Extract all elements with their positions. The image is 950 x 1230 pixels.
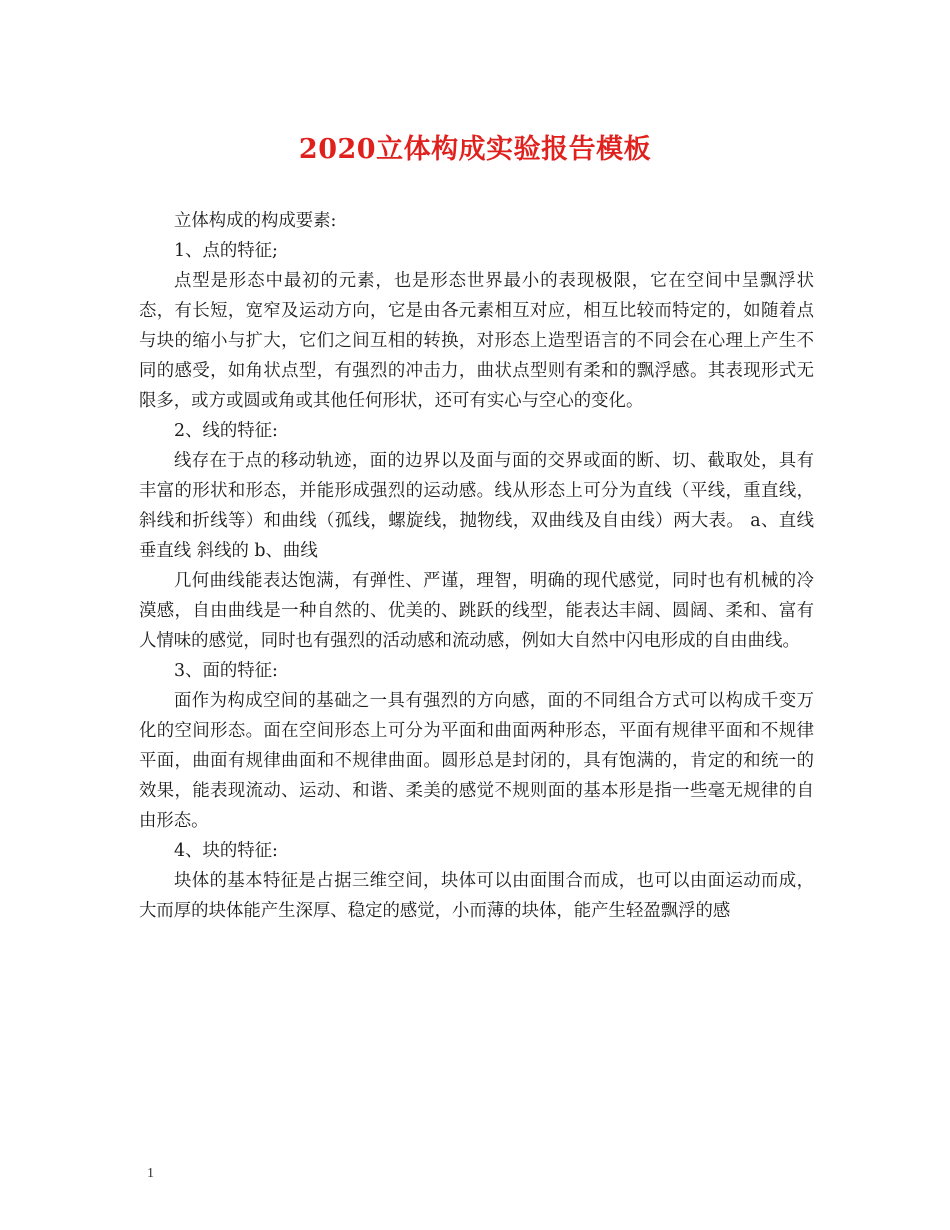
paragraph-plane: 面作为构成空间的基础之一具有强烈的方向感，面的不同组合方式可以构成千变万化的空间形态。面在空间形态上可分为平面和曲面两种形态，平面有规律平面和不规律平面，曲面有规律曲面和不规律曲面。圆形总是封闭的，具有饱满的，肯定的和统一的效果，能表现流动、运动、和谐、柔美的感觉不规则面的基本形是指一些毫无规律的自由形态。 — [139, 691, 814, 831]
heading-line: 2、线的特征: — [174, 421, 278, 441]
heading-block: 4、块的特征: — [174, 841, 278, 861]
heading-plane: 3、面的特征: — [174, 661, 278, 681]
paragraph-line: 线存在于点的移动轨迹，面的边界以及面与面的交界或面的断、切、截取处，具有丰富的形状和形态，并能形成强烈的运动感。线从形态上可分为直线（平线，重直线，斜线和折线等）和曲线（孤线，螺旋线，抛物线，双曲线及自由线）两大表。 a、直线 垂直线 斜线的 b、曲线 — [139, 451, 814, 561]
paragraph-curve: 几何曲线能表达饱满，有弹性、严谨，理智，明确的现代感觉，同时也有机械的冷漠感，自由曲线是一种自然的、优美的、跳跃的线型，能表达丰阔、圆阔、柔和、富有人情味的感觉，同时也有强烈的活动感和流动感，例如大自然中闪电形成的自由曲线。 — [139, 571, 814, 651]
paragraph-block: 块体的基本特征是占据三维空间，块体可以由面围合而成，也可以由面运动而成，大而厚的块体能产生深厚、稳定的感觉，小而薄的块体，能产生轻盈飘浮的感 — [139, 871, 814, 921]
paragraph-intro: 立体构成的构成要素: — [174, 211, 337, 231]
page-number: 1 — [147, 1166, 154, 1181]
document-body — [139, 206, 814, 926]
document-title: 2020立体构成实验报告模板 — [298, 134, 652, 165]
heading-point: 1、点的特征; — [174, 241, 278, 261]
paragraph-point: 点型是形态中最初的元素，也是形态世界最小的表现极限，它在空间中呈飘浮状态，有长短，宽窄及运动方向，它是由各元素相互对应，相互比较而特定的，如随着点与块的缩小与扩大，它们之间互相的转换，对形态上造型语言的不同会在心理上产生不同的感受，如角状点型，有强烈的冲击力，曲状点型则有柔和的飘浮感。其表现形式无限多，或方或圆或角或其他任何形状，还可有实心与空心的变化。 — [139, 271, 814, 411]
